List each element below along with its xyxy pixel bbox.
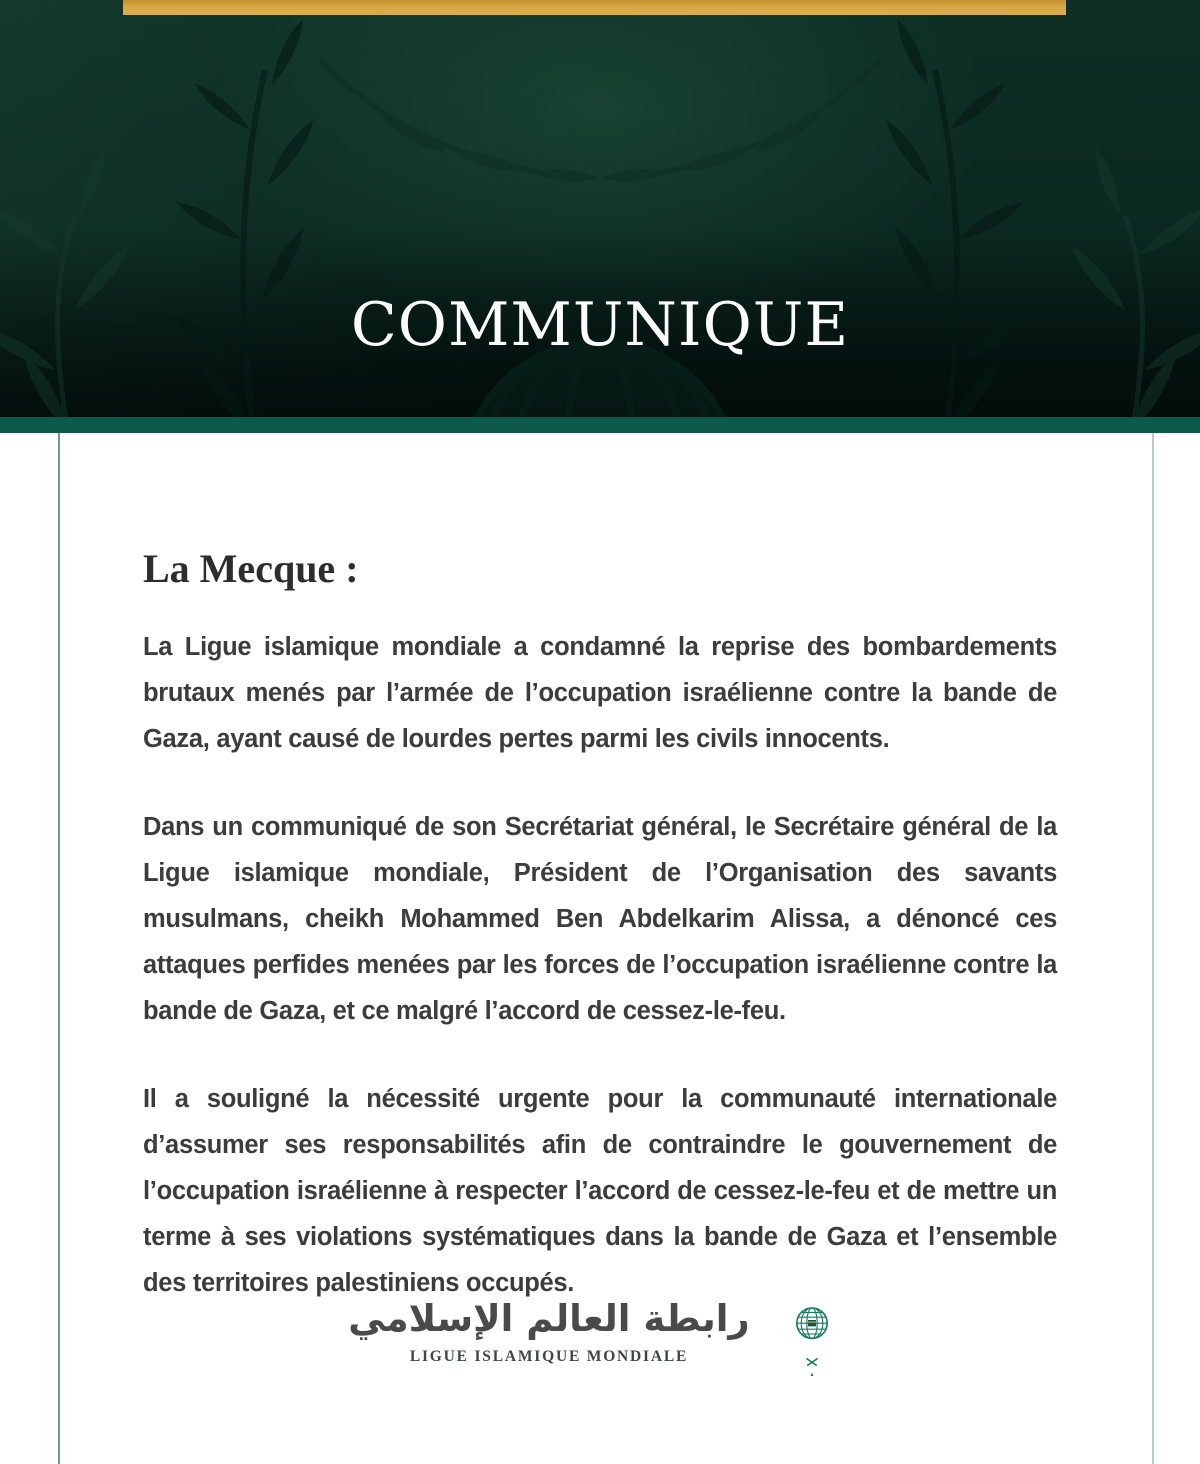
paragraph-1: La Ligue islamique mondiale a condamné la reprise des bombardements brutaux menés par l’armée de l’occupation israélienne contre la bande de Gaza, ayant causé de lourdes pertes parmi les civils innocents. xyxy=(143,633,1057,753)
wreath-stems xyxy=(806,1358,817,1365)
olive-branch-decoration xyxy=(320,60,599,184)
paragraph-2: Dans un communiqué de son Secrétariat général, le Secrétaire général de la Ligue islamique mondiale, Président de l’Organisation des savants musulmans, cheikh Mohammed Ben Abdelkarim Alissa, a dénoncé ces attaques perfides menées par les forces de l’occupation israélienne contre la bande de Gaza, et ce malgré l’accord de cessez-le-feu. xyxy=(143,813,1057,1025)
olive-branch-decoration xyxy=(0,145,134,417)
logo-arabic-name: رابطة العالم الإسلامي xyxy=(348,1297,750,1341)
kaaba-icon xyxy=(808,1320,816,1326)
logo-french-name: LIGUE ISLAMIQUE MONDIALE xyxy=(409,1347,689,1365)
gold-accent-bar xyxy=(123,0,1066,15)
organization-logo xyxy=(0,1288,1200,1376)
logo-wordmark xyxy=(348,1298,749,1366)
header-banner xyxy=(0,0,1200,417)
page-title: COMMUNIQUE xyxy=(350,290,850,360)
communique-body xyxy=(143,546,1057,1306)
paragraph-3: Il a souligné la nécessité urgente pour la communauté internationale d’assumer ses responsabilités afin de contraindre le gouvernement de l’occupation israélienne à respecter l’accord de cessez-le-feu et de mettre un terme à ses violations systématiques dans la bande de Gaza et l’ensemble des territoires palestiniens occupés. xyxy=(143,1085,1057,1297)
teal-divider-strip xyxy=(0,417,1200,433)
location-heading: La Mecque : xyxy=(143,546,359,591)
wreath-globe-emblem xyxy=(772,1288,852,1376)
